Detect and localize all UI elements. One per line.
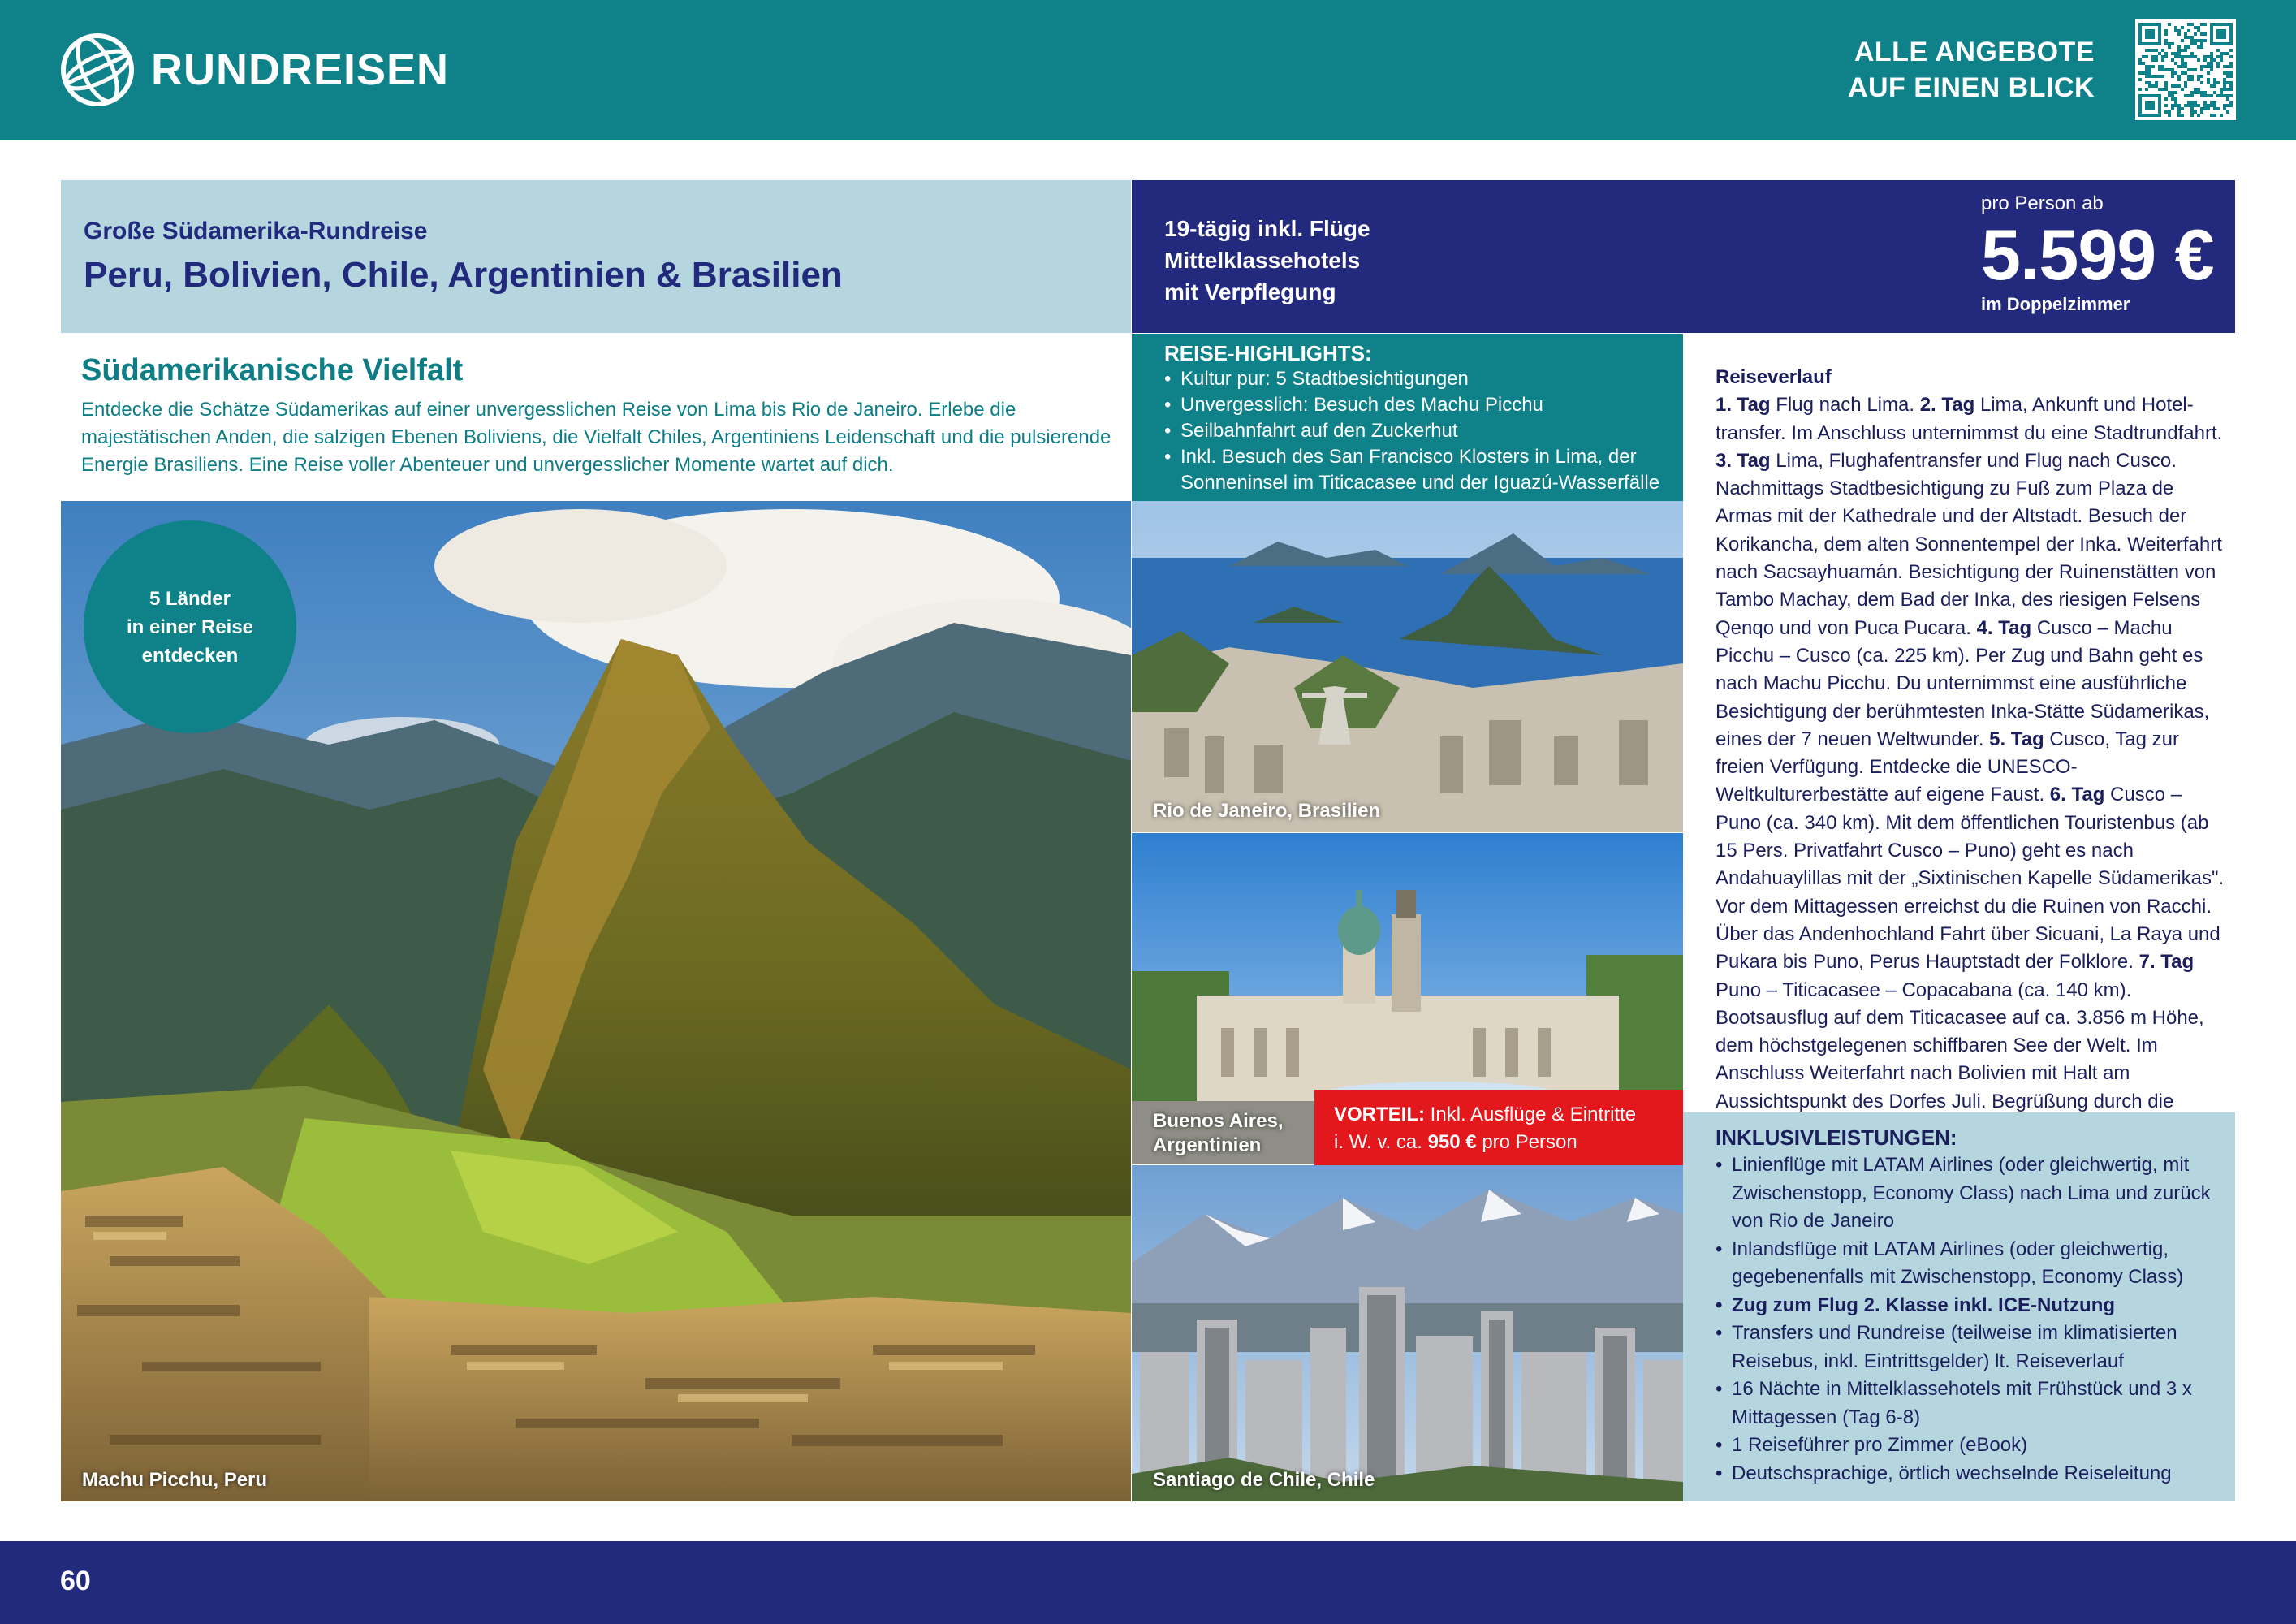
vorteil-text-1: Inkl. Ausflüge & Eintritte [1430, 1104, 1637, 1125]
inclusion-item: • Inlandsflüge mit LATAM Airlines (oder gleichwertig, gegebenenfalls mit Zwischenstopp, Economy Class) [1716, 1236, 2219, 1292]
day-label: 6. Tag [2049, 784, 2105, 806]
intro-title: Südamerikanische Vielfalt [81, 353, 464, 387]
day-label: 3. Tag [1716, 449, 1771, 472]
price-panel [1132, 180, 2235, 333]
day-text: Flug nach Lima. [1776, 394, 1915, 417]
badge-line-2: in einer Reise [126, 615, 254, 638]
price-prefix: pro Person ab [1981, 192, 2104, 214]
offer-title: Peru, Bolivien, Chile, Argentinien & Brasilien [84, 255, 843, 295]
day-label: 5. Tag [1989, 728, 2044, 750]
santiago-photo [1132, 1165, 1683, 1501]
caption-buenos-aires [1153, 1109, 1284, 1158]
footer-bar [0, 1541, 2296, 1624]
itinerary [1716, 364, 2227, 1116]
all-offers-link[interactable] [1848, 34, 2095, 106]
offer-subtitle: Große Südamerika-Rundreise [84, 218, 428, 244]
day-label: 1. Tag [1716, 394, 1771, 417]
day-text: Puno – Titicacasee – Copacabana (ca. 140 km). Bootsausflug auf dem Titicacasee auf ca. 3.856 m Höhe, dem höchstgelegenen schiffbaren See der Welt. Im Anschluss Weiterfahrt nach Bolivien mit Halt am Aussichtspunkt des Dorfes Juli. Begrüßung durch die [1716, 978, 2204, 1112]
fact-hotels: Mittelklassehotels [1164, 248, 1361, 273]
caption-santiago: Santiago de Chile, Chile [1153, 1469, 1375, 1491]
machu-picchu-photo [61, 501, 1131, 1501]
day-text: Cusco, Tag zur freien Verfügung. Entdecke die UNESCO-Weltkulturerbestätte auf eigene Faust. [1716, 728, 2180, 806]
itinerary-title: Reiseverlauf [1716, 366, 1832, 388]
day-text: Cusco – Machu Picchu – Cusco (ca. 225 km). Per Zug und Bahn geht es nach Machu Picchu. Du unternimmst eine ausführliche Besichtigung der berühmtesten Inka-Stätte Südamerikas, eines der 7 neuen Weltwunder. [1716, 616, 2210, 750]
globe-icon [60, 32, 135, 107]
inclusions-box [1683, 1112, 2235, 1501]
day-text: Lima, Ankunft und Hoteltransfer. Im Anschluss unternimmst du eine Stadtrundfahrt. [1716, 394, 2223, 444]
badge-line-3: entdecken [141, 644, 239, 667]
vorteil-amount: 950 € [1427, 1131, 1477, 1153]
day-text: Cusco – Puno (ca. 340 km). Mit dem öffentlichen Touristenbus (ab 15 Pers. Privatfahrt Cusco – Puno) geht es nach Andahuaylillas mit der „Sixtinischen Kapelle Südamerikas". Vor dem Mittagessen erreichst du die Ruinen von Racchi. Über das Andenhochland Fahrt über Sicuani, La Raya und Pukara bis Puno, Perus Hauptstadt der Folklore. [1716, 784, 2225, 974]
itinerary-text [1716, 391, 2227, 1116]
highlight-item: • Unvergesslich: Besuch des Machu Picchu [1164, 392, 1683, 418]
intro-section [81, 349, 1129, 479]
vorteil-text-2b: pro Person [1482, 1131, 1577, 1153]
inclusions-list [1716, 1151, 2219, 1488]
header-bar [0, 0, 2296, 140]
price-suffix: im Doppelzimmer [1981, 294, 2130, 314]
vorteil-line-2 [1334, 1129, 1683, 1156]
inclusion-item: • Deutschsprachige, örtlich wechselnde Reiseleitung [1716, 1460, 2219, 1488]
rio-photo [1132, 501, 1683, 832]
caption-buenos-aires-line-2: Argentinien [1153, 1134, 1262, 1156]
highlight-item: • Kultur pur: 5 Stadtbesichtigungen [1164, 366, 1683, 392]
inclusion-item: • Transfers und Rundreise (teilweise im klimatisierten Reisebus, inkl. Eintrittsgelder) lt. Reiseverlauf [1716, 1320, 2219, 1376]
caption-machu-picchu: Machu Picchu, Peru [82, 1469, 268, 1491]
caption-buenos-aires-line-1: Buenos Aires, [1153, 1110, 1284, 1132]
inclusions-title: INKLUSIVLEISTUNGEN: [1716, 1125, 1957, 1150]
intro-text: Entdecke die Schätze Südamerikas auf einer unvergesslichen Reise von Lima bis Rio de Janeiro. Erlebe die majestätischen Anden, die salzigen Ebenen Boliviens, die Vielfalt Chiles, Argentiniens Leidenschaft und die pulsierende Energie Brasiliens. Eine Reise voller Abenteuer und unvergesslicher Momente wartet auf dich. [81, 399, 1111, 476]
inclusion-item: • 1 Reiseführer pro Zimmer (eBook) [1716, 1432, 2219, 1460]
vorteil-label: VORTEIL: [1334, 1104, 1425, 1125]
section-title: RUNDREISEN [151, 45, 450, 94]
highlight-item: • Seilbahnfahrt auf den Zuckerhut [1164, 418, 1683, 444]
fact-meals: mit Verpflegung [1164, 279, 1336, 304]
trip-facts [1164, 213, 1370, 308]
price-block [1981, 192, 2214, 315]
brand [60, 32, 449, 107]
highlights-list [1164, 366, 1683, 496]
all-offers-line-2: AUF EINEN BLICK [1847, 72, 2095, 103]
qr-code-icon[interactable] [2135, 19, 2236, 120]
fact-duration: 19-tägig inkl. Flüge [1164, 216, 1370, 241]
highlights-title: REISE-HIGHLIGHTS: [1164, 341, 1372, 365]
inclusion-item: • Linienflüge mit LATAM Airlines (oder gleichwertig, mit Zwischenstopp, Economy Class) nach Lima und zurück von Rio de Janeiro [1716, 1151, 2219, 1236]
highlights-box [1132, 334, 1683, 501]
inclusion-item: • Zug zum Flug 2. Klasse inkl. ICE-Nutzung [1716, 1292, 2219, 1320]
vorteil-box [1314, 1090, 1683, 1166]
santiago-illustration [1132, 1165, 1683, 1501]
vorteil-line-1 [1334, 1101, 1683, 1129]
highlight-item: • Inkl. Besuch des San Francisco Klosters in Lima, der Sonneninsel im Titicacasee und der Iguazú-Wasserfälle [1164, 444, 1683, 496]
qr-code-graphic [2138, 23, 2233, 117]
countries-badge [84, 520, 296, 733]
rio-illustration [1132, 501, 1683, 832]
day-label: 7. Tag [2138, 951, 2195, 974]
page-number: 60 [60, 1566, 91, 1596]
price-value: 5.599 € [1981, 214, 2214, 295]
vorteil-text-2a: i. W. v. ca. [1334, 1131, 1422, 1153]
day-label: 2. Tag [1919, 394, 1975, 417]
day-label: 4. Tag [1976, 616, 2032, 639]
caption-rio: Rio de Janeiro, Brasilien [1153, 800, 1381, 822]
day-text: Lima, Flughafentransfer und Flug nach Cusco. Nachmittags Stadtbesichtigung zu Fuß zum Plaza de Armas mit der Kathedrale und der Altstadt. Besuch der Korikancha, dem alten Sonnentempel der Inka. Weiterfahrt nach Sacsayhuamán. Besichtigung der Ruinenstätten von Tambo Machay, dem Bad der Inka, des riesigen Felsens Qenqo und von Puca Pucara. [1716, 449, 2222, 639]
inclusion-item: • 16 Nächte in Mittelklassehotels mit Frühstück und 3 x Mittagessen (Tag 6-8) [1716, 1376, 2219, 1432]
title-panel [61, 180, 1131, 333]
all-offers-line-1: ALLE ANGEBOTE [1854, 37, 2095, 67]
badge-line-1: 5 Länder [149, 587, 231, 610]
